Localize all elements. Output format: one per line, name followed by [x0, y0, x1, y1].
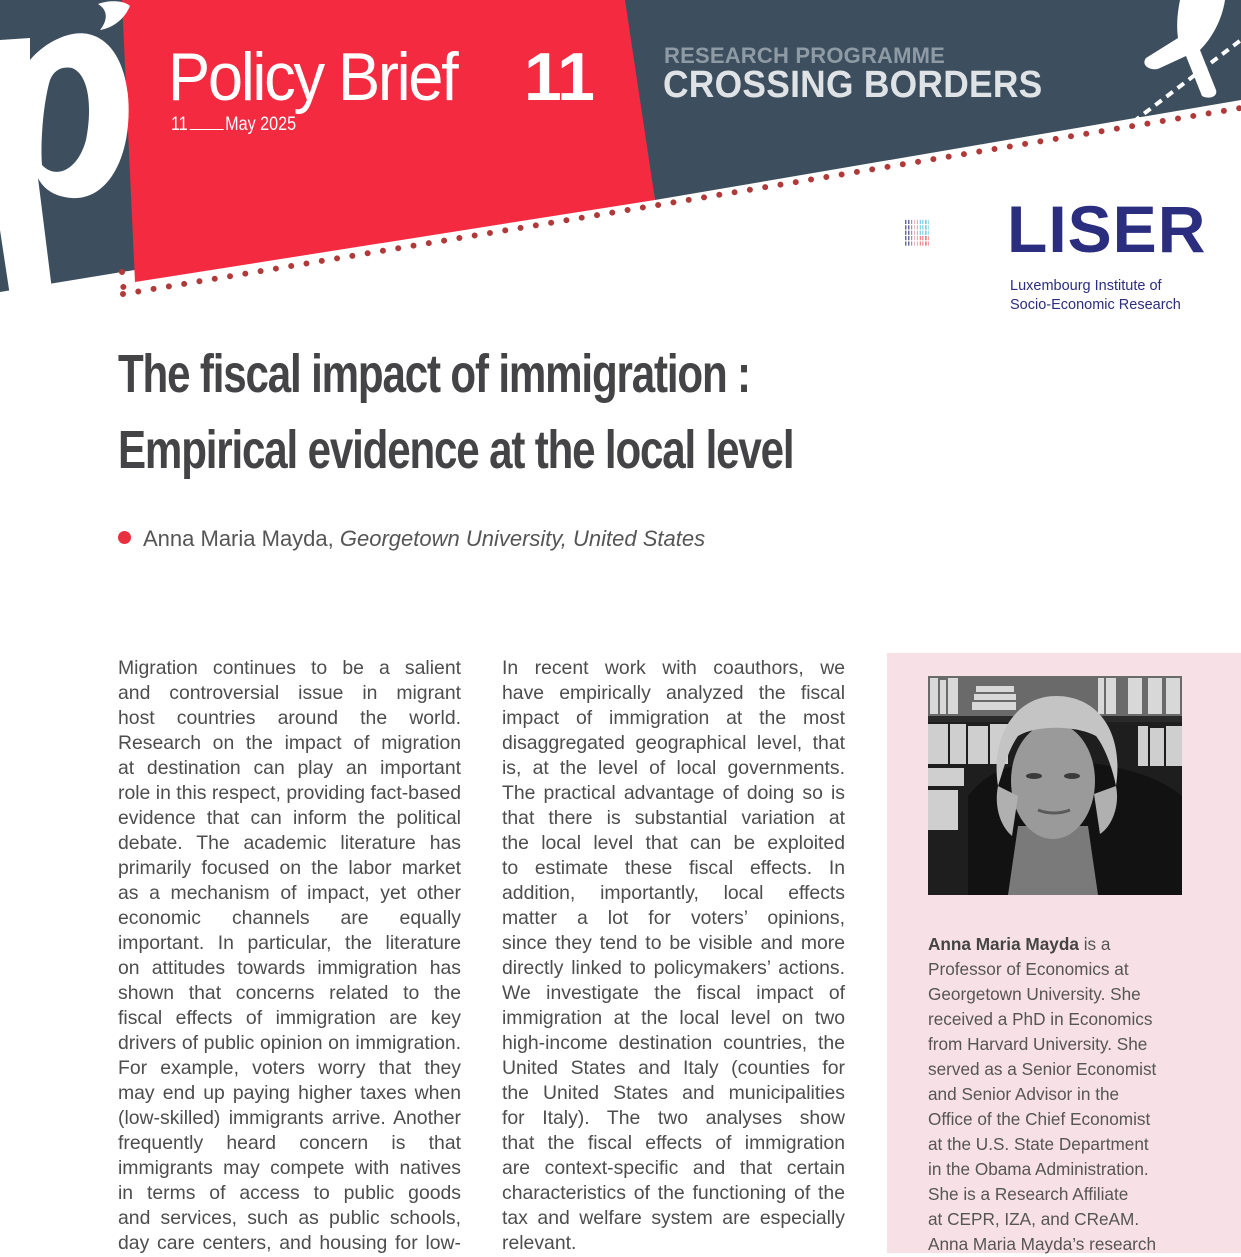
body-line: may end up paying higher taxes when [118, 1082, 461, 1104]
bio-line: received a PhD in Economics [928, 1009, 1153, 1029]
author-photo [928, 676, 1182, 895]
body-line: directly linked to policymakers’ actions. [502, 957, 845, 979]
body-line: shown that concerns related to the [118, 982, 461, 1004]
bio-line: from Harvard University. She [928, 1034, 1148, 1054]
portrait-image [928, 676, 1182, 895]
body-line: For example, voters worry that they [118, 1057, 461, 1079]
liser-subtitle-line1: Luxembourg Institute of [1010, 278, 1162, 294]
body-column-2 [502, 656, 845, 1256]
date-text: May 2025 [225, 114, 297, 135]
body-line: tax and welfare system are especially [502, 1207, 845, 1229]
date-number: 11 [171, 114, 188, 135]
body-line: and services, such as public schools, [118, 1207, 461, 1229]
bio-line: Georgetown University. She [928, 984, 1141, 1004]
bio-name: Anna Maria Mayda [928, 934, 1079, 954]
body-line: the United States and municipalities [502, 1082, 845, 1104]
body-line: immigrants may compete with natives [118, 1157, 461, 1179]
series-word: Policy Brief [168, 39, 457, 115]
body-line: on attitudes towards immigration has [118, 957, 461, 979]
body-line: Migration continues to be a salient [118, 657, 461, 679]
body-line: In recent work with coauthors, we [502, 657, 845, 679]
body-line: that there is substantial variation at [502, 807, 845, 829]
bio-line [928, 932, 1188, 957]
body-line: at destination can play an important [118, 757, 461, 779]
body-line: (low-skilled) immigrants arrive. Another [118, 1107, 461, 1129]
bullet-dot-icon [118, 531, 131, 544]
author-bio [928, 932, 1188, 1257]
issue-date [171, 114, 296, 136]
body-line: high-income destination countries, the [502, 1032, 845, 1054]
body-line: to estimate these fiscal effects. In [502, 857, 845, 879]
title-line-2: Empirical evidence at the local level [118, 420, 794, 480]
body-line: characteristics of the functioning of the [502, 1182, 845, 1204]
body-line: and controversial issue in migrant [118, 682, 461, 704]
author-byline [118, 526, 705, 552]
liser-wordmark: LISER [1007, 192, 1207, 266]
author-bio-sidebar [887, 653, 1241, 1253]
body-line: day care centers, and housing for low- [118, 1232, 461, 1254]
bio-line: at the U.S. State Department [928, 1134, 1149, 1154]
body-line: for Italy). The two analyses show [502, 1107, 845, 1129]
body-line: immigration at the local level on two [502, 1007, 845, 1029]
body-line: addition, importantly, local effects [502, 882, 845, 904]
body-line: fiscal effects of immigration are key [118, 1007, 461, 1029]
body-line: debate. The academic literature has [118, 832, 461, 854]
policy-brief-title [168, 38, 594, 116]
body-line: is, at the level of local governments. [502, 757, 845, 779]
programme-name: CROSSING BORDERS [663, 64, 1043, 106]
title-line-1: The fiscal impact of immigration : [118, 344, 750, 404]
liser-bars-icon [904, 193, 994, 283]
bio-line: Anna Maria Mayda’s research [928, 1234, 1157, 1254]
body-line: as a mechanism of impact, yet other [118, 882, 461, 904]
author-affiliation: Georgetown University, United States [339, 526, 706, 551]
body-line: the local level that can be exploited [502, 832, 845, 854]
bio-line: in the Obama Administration. [928, 1159, 1149, 1179]
body-line: important. In particular, the literature [118, 932, 461, 954]
bio-line: Office of the Chief Economist [928, 1109, 1151, 1129]
body-line: since they tend to be visible and more [502, 932, 845, 954]
body-line: in terms of access to public goods [118, 1182, 461, 1204]
issue-number: 11 [524, 39, 594, 115]
liser-subtitle-line2: Socio-Economic Research [1010, 297, 1181, 313]
body-line: The practical advantage of doing so is [502, 782, 845, 804]
body-line: frequently heard concern is that [118, 1132, 461, 1154]
body-line: Research on the impact of migration [118, 732, 461, 754]
body-column-1 [118, 656, 461, 1256]
body-line: United States and Italy (counties for [502, 1057, 845, 1079]
body-line: drivers of public opinion on immigration. [118, 1032, 461, 1054]
body-line: have empirically analyzed the fiscal [502, 682, 845, 704]
body-line: relevant. [502, 1232, 577, 1254]
body-line: matter a lot for voters’ opinions, [502, 907, 845, 929]
programme-label: RESEARCH PROGRAMME [664, 43, 946, 68]
body-line: We investigate the fiscal impact of [502, 982, 845, 1004]
body-line: disaggregated geographical level, that [502, 732, 845, 754]
article-title [118, 336, 918, 488]
body-line: impact of immigration at the most [502, 707, 845, 729]
liser-subtitle [1010, 277, 1181, 315]
date-divider [189, 116, 223, 130]
body-line: that the fiscal effects of immigration [502, 1132, 845, 1154]
body-line: are context-specific and that certain [502, 1157, 845, 1179]
body-line: evidence that can inform the political [118, 807, 461, 829]
bio-line: She is a Research Affiliate [928, 1184, 1129, 1204]
bio-line: and Senior Advisor in the [928, 1084, 1120, 1104]
body-line: economic channels are equally [118, 907, 461, 929]
author-name: Anna Maria Mayda, [143, 526, 340, 551]
bio-line: Professor of Economics at [928, 959, 1129, 979]
body-line: role in this respect, providing fact-based [118, 782, 461, 804]
bio-line: at CEPR, IZA, and CReAM. [928, 1209, 1140, 1229]
body-line: primarily focused on the labor market [118, 857, 461, 879]
bio-line: served as a Senior Economist [928, 1059, 1157, 1079]
bio-first-rest: is a [1078, 934, 1111, 954]
body-line: host countries around the world. [118, 707, 461, 729]
